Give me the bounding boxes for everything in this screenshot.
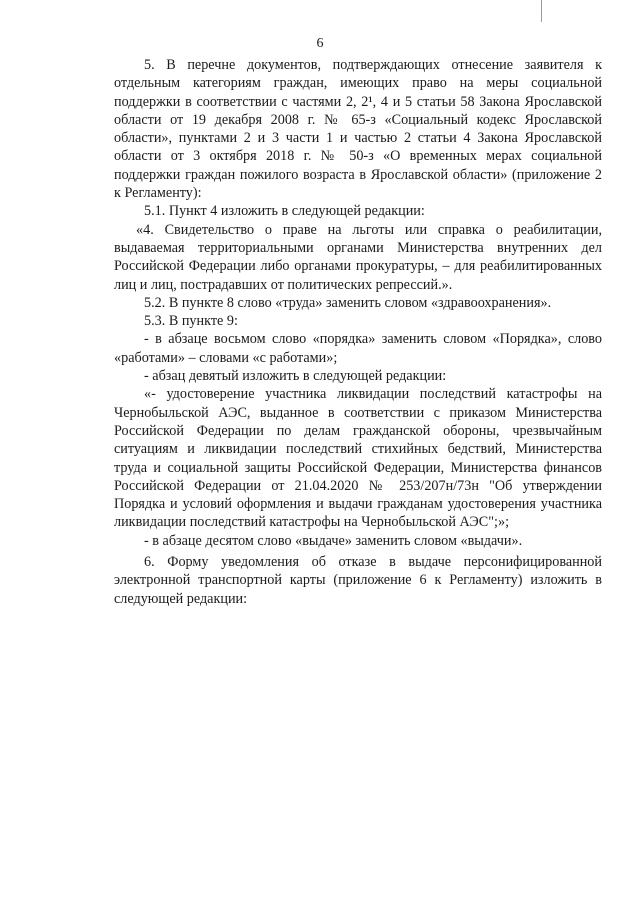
paragraph-item-5-1: 5.1. Пункт 4 изложить в следующей редакции: xyxy=(144,203,425,220)
paragraph-item-6: 6. Форму уведомления об отказе в выдаче персонифицированной электронной транспортной карты (приложение 6 к Регламенту) изложить в следующей редакции: xyxy=(114,554,602,607)
paragraph-item-5-2: 5.2. В пункте 8 слово «труда» заменить словом «здравоохранения». xyxy=(144,294,552,311)
paragraph-item-5-3: 5.3. В пункте 9: xyxy=(144,313,238,330)
paragraph-abzac-9: - абзац девятый изложить в следующей редакции: xyxy=(144,368,447,385)
document-body xyxy=(114,56,602,608)
paragraph-quote-certificate: «- удостоверение участника ликвидации последствий катастрофы на Чернобыльской АЭС, выданное в соответствии с приказом Министерства Российской Федерации по делам гражданской обороны, чрезвычайным ситуациям и ликвидации последствий стихийных бедствий, Министерства труда и социальной защиты Российской Федерации, Министерства финансов Российской Федерации от 21.04.2020 № 253/207н/73н "Об утверждении Порядка и условий оформления и выдачи гражданам удостоверения участника ликвидации последствий катастрофы на Чернобыльской АЭС";»; xyxy=(114,386,602,531)
scan-edge-mark xyxy=(541,0,542,22)
paragraph-abzac-10: - в абзаце десятом слово «выдаче» заменить словом «выдачи». xyxy=(144,532,523,549)
page-number: 6 xyxy=(316,36,324,51)
paragraph-item-5: 5. В перечне документов, подтверждающих отнесение заявителя к отдельным категориям граждан, имеющих право на меры социальной поддержки в соответствии с частями 2, 2¹, 4 и 5 статьи 58 Закона Ярославской области от 19 декабря 2008 г. № 65-з «Социальный кодекс Ярославской области», пунктами 2 и 3 части 1 и частью 2 статьи 4 Закона Ярославской области от 3 октября 2018 г. № 50-з «О временных мерах социальной поддержки граждан пожилого возраста в Ярославской области» (приложение 2 к Регламенту): xyxy=(114,57,602,202)
paragraph-quote-item-4: «4. Свидетельство о праве на льготы или справка о реабилитации, выдаваемая территориальными органами Министерства внутренних дел Российской Федерации либо органами прокуратуры, – для реабилитированных лиц и лиц, пострадавших от политических репрессий.». xyxy=(114,221,602,293)
paragraph-abzac-8: - в абзаце восьмом слово «порядка» заменить словом «Порядка», слово «работами» – словами «с работами»; xyxy=(114,331,602,366)
